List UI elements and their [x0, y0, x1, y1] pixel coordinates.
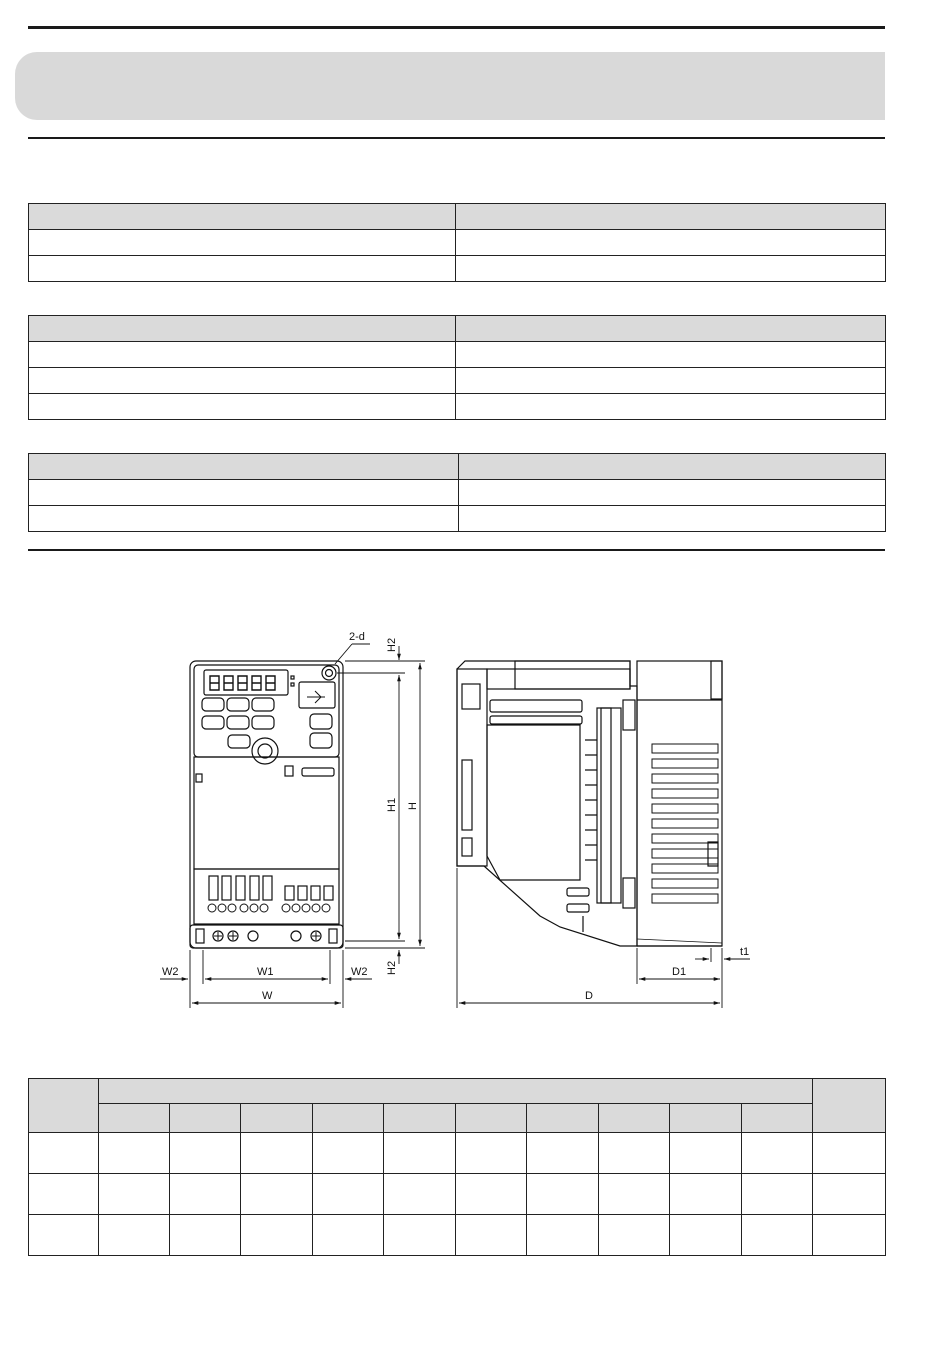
- table-cell: [670, 1215, 742, 1256]
- table-cell: [456, 1104, 527, 1133]
- h2-top-label: H2: [386, 637, 398, 652]
- h1-label: H1: [386, 797, 398, 812]
- table-cell: [170, 1133, 241, 1174]
- table-cell: [384, 1133, 456, 1174]
- table-cell: [241, 1215, 313, 1256]
- table-header-row: [29, 1079, 886, 1104]
- side-view: [457, 661, 722, 946]
- table-cell: [742, 1215, 813, 1256]
- table-row: [29, 506, 886, 532]
- table-cell: [313, 1174, 384, 1215]
- table-row: [29, 368, 886, 394]
- h-label: H: [407, 802, 419, 810]
- table-cell: [599, 1104, 670, 1133]
- top-rule: [28, 26, 885, 29]
- table-row: [29, 1133, 886, 1174]
- section-banner: [15, 52, 885, 120]
- spec-table-2: [28, 315, 886, 420]
- heatsink-fins: [652, 744, 718, 903]
- table-cell: [456, 256, 886, 282]
- led-display: [210, 676, 275, 690]
- table-cell: [599, 1133, 670, 1174]
- table-cell: [813, 1133, 886, 1174]
- table-cell: [29, 316, 456, 342]
- table-cell: [456, 1215, 527, 1256]
- table-cell: [456, 1174, 527, 1215]
- table-row: [29, 1215, 886, 1256]
- table-cell: [29, 1215, 99, 1256]
- table-cell: [29, 368, 456, 394]
- ground-screws: [213, 931, 321, 941]
- table-cell: [670, 1104, 742, 1133]
- table-cell: [99, 1079, 813, 1104]
- table-cell: [527, 1133, 599, 1174]
- table-cell: [459, 480, 886, 506]
- hole-label: 2-d: [349, 631, 365, 643]
- table-cell: [456, 230, 886, 256]
- table-cell: [670, 1133, 742, 1174]
- table-cell: [313, 1104, 384, 1133]
- table-cell: [813, 1215, 886, 1256]
- w2-left-label: W2: [162, 966, 179, 978]
- w-label: W: [262, 990, 273, 1002]
- table-header-row: [29, 204, 886, 230]
- table-cell: [599, 1174, 670, 1215]
- w2-right-label: W2: [351, 966, 368, 978]
- table-cell: [742, 1133, 813, 1174]
- table-cell: [384, 1174, 456, 1215]
- table-cell: [29, 342, 456, 368]
- d1-label: D1: [672, 966, 687, 978]
- table-cell: [29, 394, 456, 420]
- table-cell: [313, 1215, 384, 1256]
- table-cell: [99, 1104, 170, 1133]
- table-header-row: [29, 454, 886, 480]
- table-cell: [170, 1215, 241, 1256]
- t1-label: t1: [740, 946, 750, 958]
- section-rule-2: [28, 549, 885, 551]
- table-cell: [29, 230, 456, 256]
- table-cell: [456, 1133, 527, 1174]
- table-cell: [459, 454, 886, 480]
- table-cell: [99, 1174, 170, 1215]
- table-row: [29, 1174, 886, 1215]
- table-cell: [813, 1174, 886, 1215]
- d-label: D: [585, 990, 593, 1002]
- spec-table-1: [28, 203, 886, 282]
- table-cell: [456, 316, 886, 342]
- table-row: [29, 342, 886, 368]
- table-cell: [241, 1104, 313, 1133]
- table-cell: [313, 1133, 384, 1174]
- table-row: [29, 480, 886, 506]
- table-cell: [29, 1079, 99, 1133]
- table-cell: [29, 454, 459, 480]
- table-header-row: [29, 316, 886, 342]
- table-cell: [527, 1174, 599, 1215]
- table-cell: [456, 394, 886, 420]
- table-cell: [384, 1104, 456, 1133]
- table-cell: [670, 1174, 742, 1215]
- drawing-svg: [0, 600, 950, 1020]
- table-cell: [456, 204, 886, 230]
- table-cell: [241, 1174, 313, 1215]
- table-cell: [29, 1133, 99, 1174]
- table-cell: [241, 1133, 313, 1174]
- terminals-upper: [209, 876, 333, 900]
- dimension-drawing: [0, 600, 950, 1020]
- h2-bottom-label: H2: [386, 960, 398, 975]
- table-cell: [29, 1174, 99, 1215]
- table-cell: [29, 256, 456, 282]
- spec-table-3: [28, 453, 886, 532]
- table-row: [29, 394, 886, 420]
- table-row: [29, 256, 886, 282]
- table-cell: [170, 1104, 241, 1133]
- table-cell: [742, 1104, 813, 1133]
- terminal-screws: [208, 904, 330, 912]
- table-cell: [29, 480, 459, 506]
- table-cell: [527, 1215, 599, 1256]
- table-cell: [384, 1215, 456, 1256]
- w1-label: W1: [257, 966, 274, 978]
- table-cell: [813, 1079, 886, 1133]
- section-rule: [28, 137, 885, 139]
- dimension-lines: [160, 644, 750, 1008]
- table-cell: [170, 1174, 241, 1215]
- table-cell: [456, 342, 886, 368]
- table-cell: [29, 204, 456, 230]
- table-cell: [599, 1215, 670, 1256]
- table-cell: [742, 1174, 813, 1215]
- table-cell: [99, 1215, 170, 1256]
- table-cell: [29, 506, 459, 532]
- front-view: [190, 661, 343, 948]
- table-subheader-row: [29, 1104, 886, 1133]
- dimension-table: [28, 1078, 886, 1256]
- table-cell: [456, 368, 886, 394]
- table-row: [29, 230, 886, 256]
- table-cell: [99, 1133, 170, 1174]
- table-cell: [527, 1104, 599, 1133]
- table-cell: [459, 506, 886, 532]
